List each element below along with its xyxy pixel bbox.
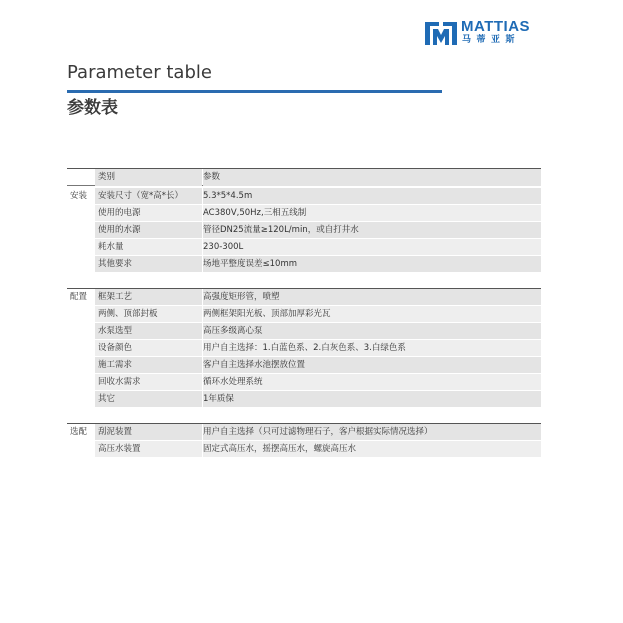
table-row <box>67 188 541 205</box>
section-group-label: 配置 <box>70 292 88 302</box>
section-group-label: 安装 <box>70 191 88 201</box>
table-row <box>67 289 541 306</box>
section-gap <box>67 408 541 423</box>
row-value: 用户自主选择：1.白蓝色系、2.白灰色系、3.白绿色系 <box>203 340 541 357</box>
row-name: 耗水量 <box>95 239 202 256</box>
header-params-label: 参数 <box>203 172 221 182</box>
table-row <box>67 424 541 441</box>
row-value: 场地平整度误差≤10mm <box>203 256 541 273</box>
header-category <box>95 169 202 186</box>
row-value: 高压多级离心泵 <box>203 323 541 340</box>
row-value: 用户自主选择（只可过滤物理石子，客户根据实际情况选择） <box>203 424 541 441</box>
table-row <box>67 391 541 408</box>
page-title-cn: 参数表 <box>67 98 118 118</box>
section-gap <box>67 273 541 288</box>
row-name: 水泵选型 <box>95 323 202 340</box>
row-name: 设备颜色 <box>95 340 202 357</box>
row-name: 其它 <box>95 391 202 408</box>
row-name: 安装尺寸（宽*高*长） <box>95 188 202 205</box>
row-value: 5.3*5*4.5m <box>203 188 541 205</box>
table-header <box>67 168 541 186</box>
row-name: 刮泥装置 <box>95 424 202 441</box>
table-row <box>67 374 541 391</box>
table-row <box>67 306 541 323</box>
page-title-en: Parameter table <box>67 62 212 83</box>
row-value: 固定式高压水，摇摆高压水，螺旋高压水 <box>203 441 541 458</box>
row-value: 客户自主选择水池摆放位置 <box>203 357 541 374</box>
row-value: 1年质保 <box>203 391 541 408</box>
parameter-table <box>67 168 541 458</box>
title-divider <box>67 90 442 93</box>
row-name: 两侧、顶部封板 <box>95 306 202 323</box>
row-value: 230-300L <box>203 239 541 256</box>
brand-name: MATTIAS <box>461 18 531 35</box>
table-row <box>67 222 541 239</box>
brand-logo <box>425 19 545 47</box>
section-config <box>67 288 541 408</box>
section-group-label: 选配 <box>70 427 88 437</box>
header-group-cell <box>67 169 96 186</box>
table-row <box>67 205 541 222</box>
row-value: 管径DN25流量≥120L/min，或自打井水 <box>203 222 541 239</box>
table-row <box>67 323 541 340</box>
row-value: 两侧框架阳光板、顶部加厚彩光瓦 <box>203 306 541 323</box>
section-install <box>67 188 541 273</box>
row-name: 框架工艺 <box>95 289 202 306</box>
row-value: 循环水处理系统 <box>203 374 541 391</box>
table-row <box>67 441 541 458</box>
header-category-label: 类别 <box>98 172 116 182</box>
row-name: 施工需求 <box>95 357 202 374</box>
row-name: 其他要求 <box>95 256 202 273</box>
row-name: 使用的水源 <box>95 222 202 239</box>
row-value: AC380V,50Hz,三相五线制 <box>203 205 541 222</box>
table-row <box>67 239 541 256</box>
row-value: 高强度矩形管，喷塑 <box>203 289 541 306</box>
table-row <box>67 340 541 357</box>
table-row <box>67 357 541 374</box>
header-params <box>203 169 541 186</box>
section-optional <box>67 423 541 458</box>
brand-subtitle: 马蒂亚斯 <box>462 35 521 45</box>
table-row <box>67 256 541 273</box>
row-name: 高压水装置 <box>95 441 202 458</box>
row-name: 回收水需求 <box>95 374 202 391</box>
row-name: 使用的电源 <box>95 205 202 222</box>
brand-mark-icon <box>425 20 457 45</box>
